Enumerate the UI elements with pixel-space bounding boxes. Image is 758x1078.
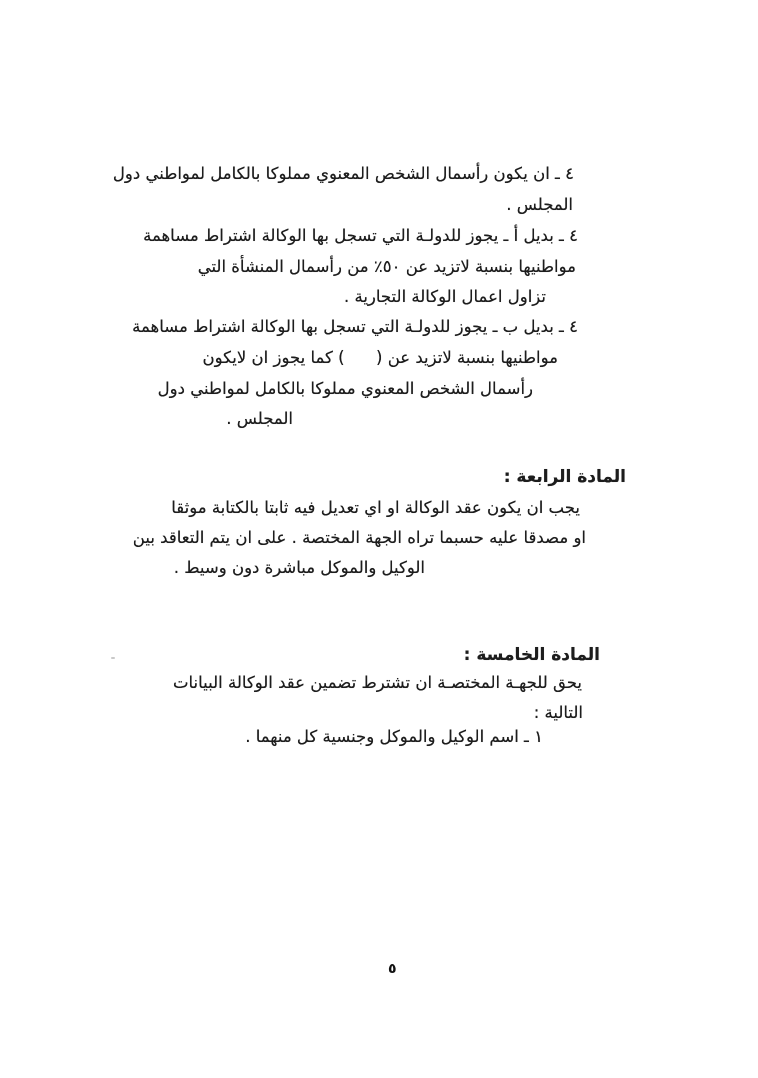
scan-artifact-speck (111, 657, 115, 659)
clause-4-alt-b-line-1: ٤ ـ بديل ب ـ يجوز للدولـة التي تسجل بها الوكالة اشتراط مساهمة (132, 317, 578, 336)
clause-4-alt-b-line-2: مواطنيها بنسبة لاتزيد عن ( ) كما يجوز ان لايكون (202, 348, 558, 367)
clause-4-line-1: ٤ ـ ان يكون رأسمال الشخص المعنوي مملوكا بالكامل لمواطني دول (112, 164, 574, 183)
article-5-heading: المادة الخامسة : (463, 645, 600, 665)
article-4-line-2: او مصدقا عليه حسبما تراه الجهة المختصة . على ان يتم التعاقد بين (132, 528, 586, 547)
clause-4-alt-a-line-2: مواطنيها بنسبة لاتزيد عن ٥٠٪ من رأسمال المنشأة التي (197, 257, 576, 276)
article-5-line-2: التالية : (533, 703, 583, 722)
article-5-line-1: يحق للجهـة المختصـة ان تشترط تضمين عقد الوكالة البيانات (173, 673, 582, 692)
clause-4-line-2: المجلس . (506, 195, 573, 214)
clause-4-alt-a-line-3: تزاول اعمال الوكالة التجارية . (343, 287, 546, 306)
clause-4-alt-a-line-1: ٤ ـ بديل أ ـ يجوز للدولـة التي تسجل بها الوكالة اشتراط مساهمة (143, 226, 578, 245)
clause-4-alt-b-line-4: المجلس . (226, 409, 293, 428)
article-4-line-1: يجب ان يكون عقد الوكالة او اي تعديل فيه ثابتا بالكتابة موثقا (171, 498, 580, 517)
clause-4-alt-b-line-3: رأسمال الشخص المعنوي مملوكا بالكامل لمواطني دول (157, 379, 533, 398)
article-4-line-3: الوكيل والموكل مباشرة دون وسيط . (173, 558, 425, 577)
page-number: ٥ (388, 961, 397, 977)
article-5-line-3: ١ ـ اسم الوكيل والموكل وجنسية كل منهما . (245, 727, 543, 746)
article-4-heading: المادة الرابعة : (503, 467, 626, 487)
